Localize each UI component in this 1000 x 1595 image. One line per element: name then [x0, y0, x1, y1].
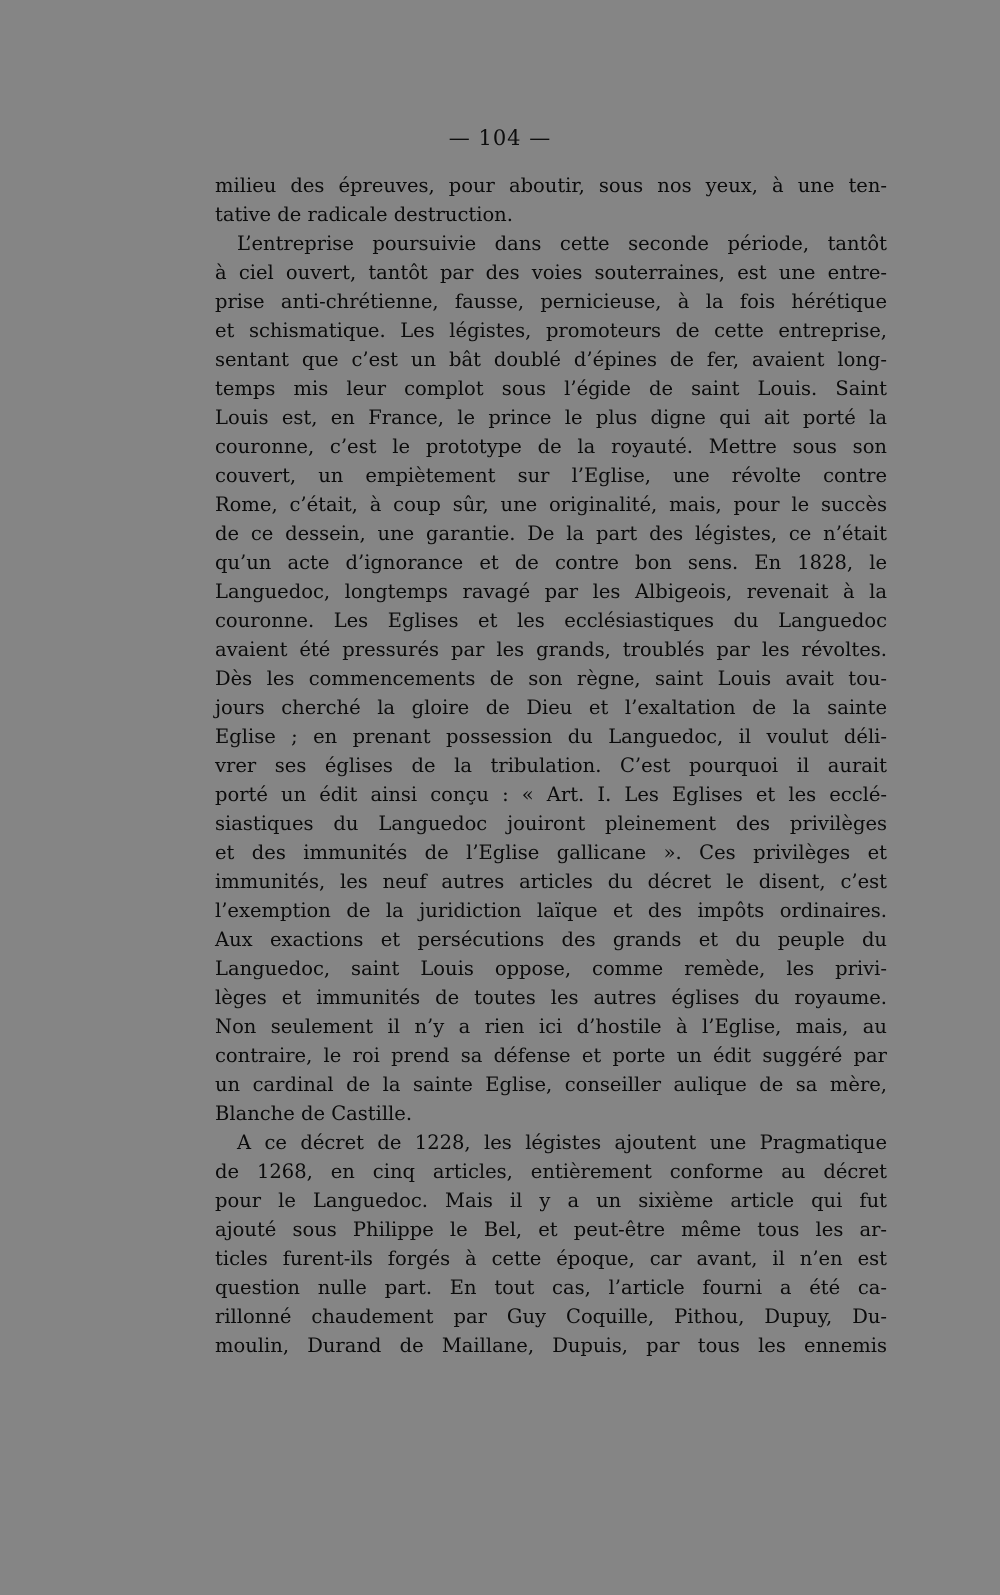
text-line: siastiques du Languedoc jouiront pleinement des privilèges: [215, 812, 887, 835]
text-line: Blanche de Castille.: [215, 1102, 413, 1125]
text-line: rillonné chaudement par Guy Coquille, Pithou, Dupuy, Du-: [215, 1305, 887, 1328]
text-line: Dès les commencements de son règne, saint Louis avait tou-: [215, 667, 887, 690]
text-line: couronne, c’est le prototype de la royauté. Mettre sous son: [215, 435, 887, 458]
text-line: Languedoc, longtemps ravagé par les Albigeois, revenait à la: [215, 580, 887, 603]
text-line: contraire, le roi prend sa défense et porte un édit suggéré par: [215, 1044, 887, 1067]
text-line: l’exemption de la juridiction laïque et des impôts ordinaires.: [215, 899, 887, 922]
text-line: temps mis leur complot sous l’égide de saint Louis. Saint: [215, 377, 887, 400]
text-line: sentant que c’est un bât doublé d’épines de fer, avaient long-: [215, 348, 887, 371]
text-line: Louis est, en France, le prince le plus digne qui ait porté la: [215, 406, 887, 429]
text-line: et schismatique. Les légistes, promoteurs de cette entreprise,: [215, 319, 887, 342]
text-line: ajouté sous Philippe le Bel, et peut-être même tous les ar-: [215, 1218, 887, 1241]
text-line: Aux exactions et persécutions des grands et du peuple du: [215, 928, 887, 951]
text-line: jours cherché la gloire de Dieu et l’exaltation de la sainte: [215, 696, 887, 719]
text-line: lèges et immunités de toutes les autres églises du royaume.: [215, 986, 887, 1009]
text-line: immunités, les neuf autres articles du décret le disent, c’est: [215, 870, 887, 893]
text-line: vrer ses églises de la tribulation. C’est pourquoi il aurait: [215, 754, 887, 777]
text-line: Eglise ; en prenant possession du Languedoc, il voulut déli-: [215, 725, 887, 748]
text-line: L’entreprise poursuivie dans cette seconde période, tantôt: [237, 232, 887, 255]
text-line: prise anti-chrétienne, fausse, pernicieuse, à la fois hérétique: [215, 290, 887, 313]
text-line: porté un édit ainsi conçu : « Art. I. Les Eglises et les ecclé-: [215, 783, 887, 806]
text-line: tative de radicale destruction.: [215, 203, 513, 226]
text-line: pour le Languedoc. Mais il y a un sixième article qui fut: [215, 1189, 887, 1212]
page-number: — 104 —: [448, 126, 552, 150]
text-line: un cardinal de la sainte Eglise, conseiller aulique de sa mère,: [215, 1073, 887, 1096]
text-line: milieu des épreuves, pour aboutir, sous nos yeux, à une ten-: [215, 174, 887, 197]
text-line: couvert, un empiètement sur l’Eglise, une révolte contre: [215, 464, 887, 487]
text-line: et des immunités de l’Eglise gallicane ». Ces privilèges et: [215, 841, 887, 864]
text-line: question nulle part. En tout cas, l’article fourni a été ca-: [215, 1276, 887, 1299]
text-line: Non seulement il n’y a rien ici d’hostile à l’Eglise, mais, au: [215, 1015, 887, 1038]
text-line: A ce décret de 1228, les légistes ajoutent une Pragmatique: [237, 1131, 887, 1154]
text-line: qu’un acte d’ignorance et de contre bon sens. En 1828, le: [215, 551, 887, 574]
text-line: ticles furent-ils forgés à cette époque, car avant, il n’en est: [215, 1247, 887, 1270]
text-line: moulin, Durand de Maillane, Dupuis, par tous les ennemis: [215, 1334, 887, 1357]
text-line: couronne. Les Eglises et les ecclésiastiques du Languedoc: [215, 609, 887, 632]
text-line: de ce dessein, une garantie. De la part des légistes, ce n’était: [215, 522, 887, 545]
text-line: Rome, c’était, à coup sûr, une originalité, mais, pour le succès: [215, 493, 887, 516]
text-line: à ciel ouvert, tantôt par des voies souterraines, est une entre-: [215, 261, 887, 284]
text-line: de 1268, en cinq articles, entièrement conforme au décret: [215, 1160, 887, 1183]
text-line: Languedoc, saint Louis oppose, comme remède, les privi-: [215, 957, 887, 980]
text-line: avaient été pressurés par les grands, troublés par les révoltes.: [215, 638, 887, 661]
body-text: [215, 171, 887, 1360]
